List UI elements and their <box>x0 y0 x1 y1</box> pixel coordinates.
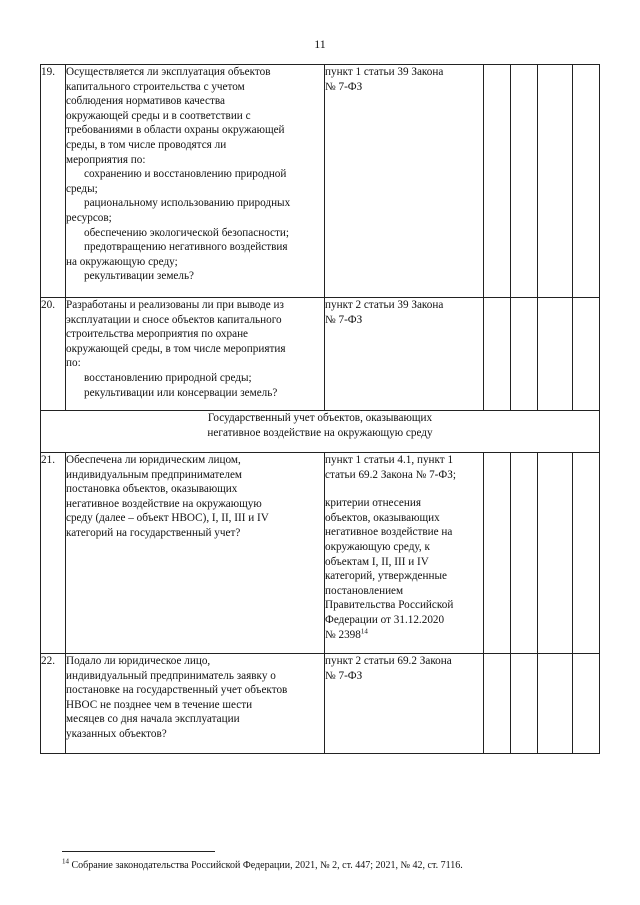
answer-cell[interactable] <box>511 654 538 754</box>
question-line: негативное воздействие на окружающую <box>66 497 262 510</box>
answer-cell[interactable] <box>573 654 600 754</box>
question-line: Разработаны и реализованы ли при выводе из <box>66 299 284 311</box>
question-line: индивидуальным предпринимателем <box>66 468 242 481</box>
question-line: индивидуальный предприниматель заявку о <box>66 669 276 682</box>
reference-line: № 7-ФЗ <box>325 313 363 326</box>
reference-line: пункт 2 статьи 69.2 Закона <box>325 655 452 667</box>
answer-cell[interactable] <box>573 453 600 654</box>
page-number: 11 <box>314 37 326 51</box>
question-line: указанных объектов? <box>66 727 167 740</box>
answer-cell[interactable] <box>538 65 573 298</box>
question-line: капитального строительства с учетом <box>66 80 245 93</box>
footnote-mark[interactable]: 14 <box>360 626 368 635</box>
reference-text: № 2398 <box>325 628 361 641</box>
reference-line: № 7-ФЗ <box>325 80 363 93</box>
question-line: обеспечению экологической безопасности; <box>84 226 290 239</box>
reference-line: окружающую среду, к <box>325 540 430 553</box>
requirement-question <box>66 298 325 411</box>
footnote-text: Собрание законодательства Российской Федерации, 2021, № 2, ст. 447; 2021, № 42, ст. 7116. <box>71 860 463 871</box>
question-line: месяцев со дня начала эксплуатации <box>66 713 240 726</box>
footnote <box>62 857 602 872</box>
question-line: рекультивации или консервации земель? <box>84 386 278 399</box>
question-line: на окружающую среду; <box>66 255 178 268</box>
question-line: восстановлению природной среды; <box>84 371 252 384</box>
reference-line <box>325 628 483 643</box>
table-row <box>41 65 600 298</box>
reference-line: пункт 2 статьи 39 Закона <box>325 299 444 311</box>
footnote-number: 14 <box>62 857 69 866</box>
reference-line: объектам I, II, III и IV <box>325 555 429 568</box>
question-line: постановка объектов, оказывающих <box>66 483 238 496</box>
row-number: 20. <box>41 298 66 411</box>
table-row <box>41 654 600 754</box>
reference-line: пункт 1 статьи 39 Закона <box>325 66 444 78</box>
footnote-divider <box>62 851 215 852</box>
reference-line: № 7-ФЗ <box>325 669 363 682</box>
question-line: окружающей среды и в соответствии с <box>66 109 251 122</box>
question-line: Обеспечена ли юридическим лицом, <box>66 454 241 466</box>
question-line: постановке на государственный учет объектов <box>66 684 288 697</box>
legal-reference <box>325 654 484 754</box>
row-number: 22. <box>41 654 66 754</box>
legal-reference <box>325 453 484 654</box>
reference-line: категорий, утвержденные <box>325 570 447 583</box>
question-line: сохранению и восстановлению природной <box>84 168 287 181</box>
question-line: НВОС не позднее чем в течение шести <box>66 698 253 711</box>
question-line: среду (далее – объект НВОС), I, II, III и IV <box>66 512 269 525</box>
requirement-question <box>66 65 325 298</box>
question-line: окружающей среды, в том числе мероприятия <box>66 342 286 355</box>
reference-line: пункт 1 статьи 4.1, пункт 1 <box>325 454 454 466</box>
question-line: ресурсов; <box>66 211 112 224</box>
question-line: среды; <box>66 182 98 195</box>
question-line: мероприятия по: <box>66 153 146 166</box>
reference-line: статьи 69.2 Закона № 7-ФЗ; <box>325 468 456 481</box>
section-row <box>41 411 600 453</box>
answer-cell[interactable] <box>484 298 511 411</box>
question-line: среды, в том числе проводятся ли <box>66 138 227 151</box>
question-line: Подало ли юридическое лицо, <box>66 655 211 667</box>
question-line: соблюдения нормативов качества <box>66 95 225 108</box>
answer-cell[interactable] <box>538 298 573 411</box>
answer-cell[interactable] <box>511 65 538 298</box>
row-number: 21. <box>41 453 66 654</box>
row-number: 19. <box>41 65 66 298</box>
question-line: рекультивации земель? <box>84 270 195 283</box>
question-line: строительства мероприятия по охране <box>66 328 249 341</box>
reference-spacer <box>325 482 483 496</box>
section-heading <box>41 411 600 453</box>
question-line: эксплуатации и сносе объектов капитального <box>66 313 282 326</box>
question-line: рациональному использованию природных <box>84 197 291 210</box>
answer-cell[interactable] <box>484 453 511 654</box>
question-line: по: <box>66 357 81 370</box>
answer-cell[interactable] <box>573 65 600 298</box>
answer-cell[interactable] <box>573 298 600 411</box>
question-line: требованиями в области охраны окружающей <box>66 124 285 137</box>
question-line: категорий на государственный учет? <box>66 526 241 539</box>
requirement-question <box>66 453 325 654</box>
reference-line: негативное воздействие на <box>325 526 453 539</box>
reference-line: Правительства Российской <box>325 599 454 612</box>
answer-cell[interactable] <box>538 654 573 754</box>
checklist-table <box>40 64 600 754</box>
reference-line: критерии отнесения <box>325 497 421 510</box>
question-line: Осуществляется ли эксплуатация объектов <box>66 66 271 78</box>
answer-cell[interactable] <box>538 453 573 654</box>
answer-cell[interactable] <box>484 65 511 298</box>
answer-cell[interactable] <box>511 298 538 411</box>
table-row <box>41 453 600 654</box>
reference-line: постановлением <box>325 584 404 597</box>
answer-cell[interactable] <box>484 654 511 754</box>
requirement-question <box>66 654 325 754</box>
section-heading-line: Государственный учет объектов, оказывающих <box>207 412 433 424</box>
reference-line: объектов, оказывающих <box>325 511 440 524</box>
reference-line: Федерации от 31.12.2020 <box>325 613 445 626</box>
answer-cell[interactable] <box>511 453 538 654</box>
section-heading-line: негативное воздействие на окружающую среду <box>207 426 433 439</box>
legal-reference <box>325 65 484 298</box>
legal-reference <box>325 298 484 411</box>
table-row <box>41 298 600 411</box>
question-line: предотвращению негативного воздействия <box>84 241 288 254</box>
